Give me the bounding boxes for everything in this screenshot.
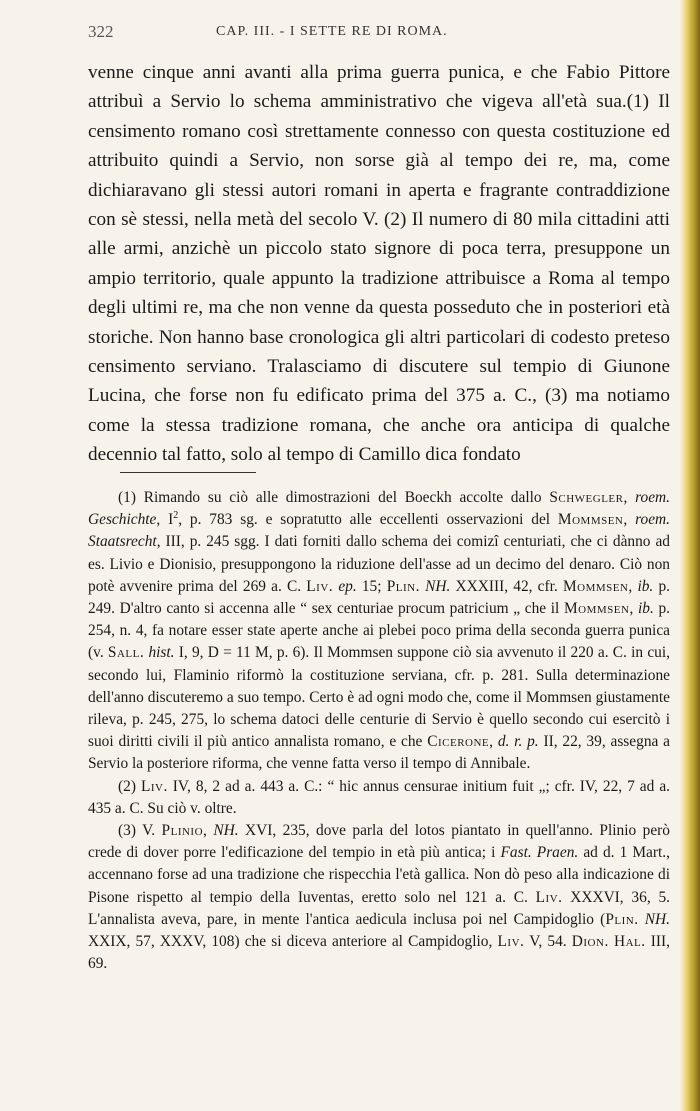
main-text: [88, 58, 670, 470]
footnote-separator: [120, 472, 256, 473]
footnotes: [88, 487, 670, 975]
footnote-ref-1: (1): [626, 91, 650, 113]
main-paragraph: venne cinque anni avanti alla prima guerra punica, e che Fabio Pittore attribuì a Servio lo schema amministrativo che vigeva all'età sua.(1) Il censimento romano così strettamente connesso con questa costituzione ed attribuito quindi a Servio, non sorse già al tempo dei re, ma, come dichiaravano gli stessi autori romani in aperta e fragrante contraddizione con sè stessi, nella metà del secolo V. (2) Il numero di 80 mila cittadini atti alle armi, anzichè un piccolo stato signore di poca terra, presuppone un ampio territorio, quale appunto la tradizione attribuisce a Roma al tempo degli ultimi re, ma che non venne da questa posseduto che in posteriori età storiche. Non hanno base cronologica gli altri particolari di codesto preteso censimento serviano. Tralasciamo di discutere sul tempio di Giunone Lucina, che forse non fu edificato prima del 375 a. C., (3) ma notiamo come la stessa tradizione romana, che anche ora anticipa di qualche decennio tal fatto, solo al tempo di Camillo dica fondato: [88, 62, 671, 466]
footnote-ref-2: (2): [384, 209, 407, 231]
footnote-2: (2) Liv. IV, 8, 2 ad a. 443 a. C.: “ hic annus censurae initium fuit „; cfr. IV, 22, 7 ad a. 435 a. C. Su ciò v. oltre.: [88, 777, 670, 817]
running-header: [88, 22, 660, 42]
footnote-ref-3: (3): [545, 385, 568, 407]
page-edge: [680, 0, 700, 1111]
footnote-1: (1) Rimando su ciò alle dimostrazioni del Boeckh accolte dallo Schwegler, roem. Geschichte, $I^2$, p. 783 sg. e sopratutto alle eccellenti osservazioni del Mommsen, roem. Staatsrecht, III, p. 245 sgg. I dati forniti dallo schema dei comizî centuriati, che ci dànno ad es. Livio e Dionisio, presuppongono la riduzione dell'asse ad un decimo del denaro. Ciò non potè avvenire prima del 269 a. C. Liv. ep. 15; Plin. NH. XXXIII, 42, cfr. Mommsen, ib. p. 249. D'altro canto si accenna alle “ sex centuriae procum patricium „ che il Mommsen, ib. p. 254, n. 4, fa notare esser state aperte anche ai plebei poco prima della seconda guerra punica (v. Sall. hist. I, 9, D = 11 M, p. 6). Il Mommsen suppone ciò sia avvenuto il 220 a. C. in cui, secondo lui, Flaminio riformò la costituzione serviana, cfr. p. 281. Sulla determinazione dell'anno discuteremo a suo tempo. Certo è ad ogni modo che, come il Mommsen giustamente rileva, p. 245, 275, lo schema datoci delle centurie di Servio è quello secondo cui esercitò i suoi diritti civili il più antico annalista romano, e che Cicerone, d. r. p. II, 22, 39, assegna a Servio la posteriore riforma, che venne fatta verso il tempo di Annibale.: [88, 489, 670, 773]
running-title: CAP. III. - I SETTE RE DI ROMA.: [216, 24, 448, 39]
page-number: 322: [88, 22, 114, 41]
footnote-3: (3) V. Plinio, NH. XVI, 235, dove parla del lotos piantato in quell'anno. Plinio però crede di dover porre l'edificazione del tempio in età più antica; i Fast. Praen. ad d. 1 Mart., accennano forse ad una tradizione che rispecchia l'età gallica. Non dò peso alla indicazione di Pisone rispetto al tempio della Iuventas, eretto solo nel 121 a. C. Liv. XXXVI, 36, 5. L'annalista aveva, pare, in mente l'antica aedicula inclusa poi nel Campidoglio (Plin. NH. XXIX, 57, XXXV, 108) che si diceva anteriore al Campidoglio, Liv. V, 54. Dion. Hal. III, 69.: [88, 822, 670, 973]
